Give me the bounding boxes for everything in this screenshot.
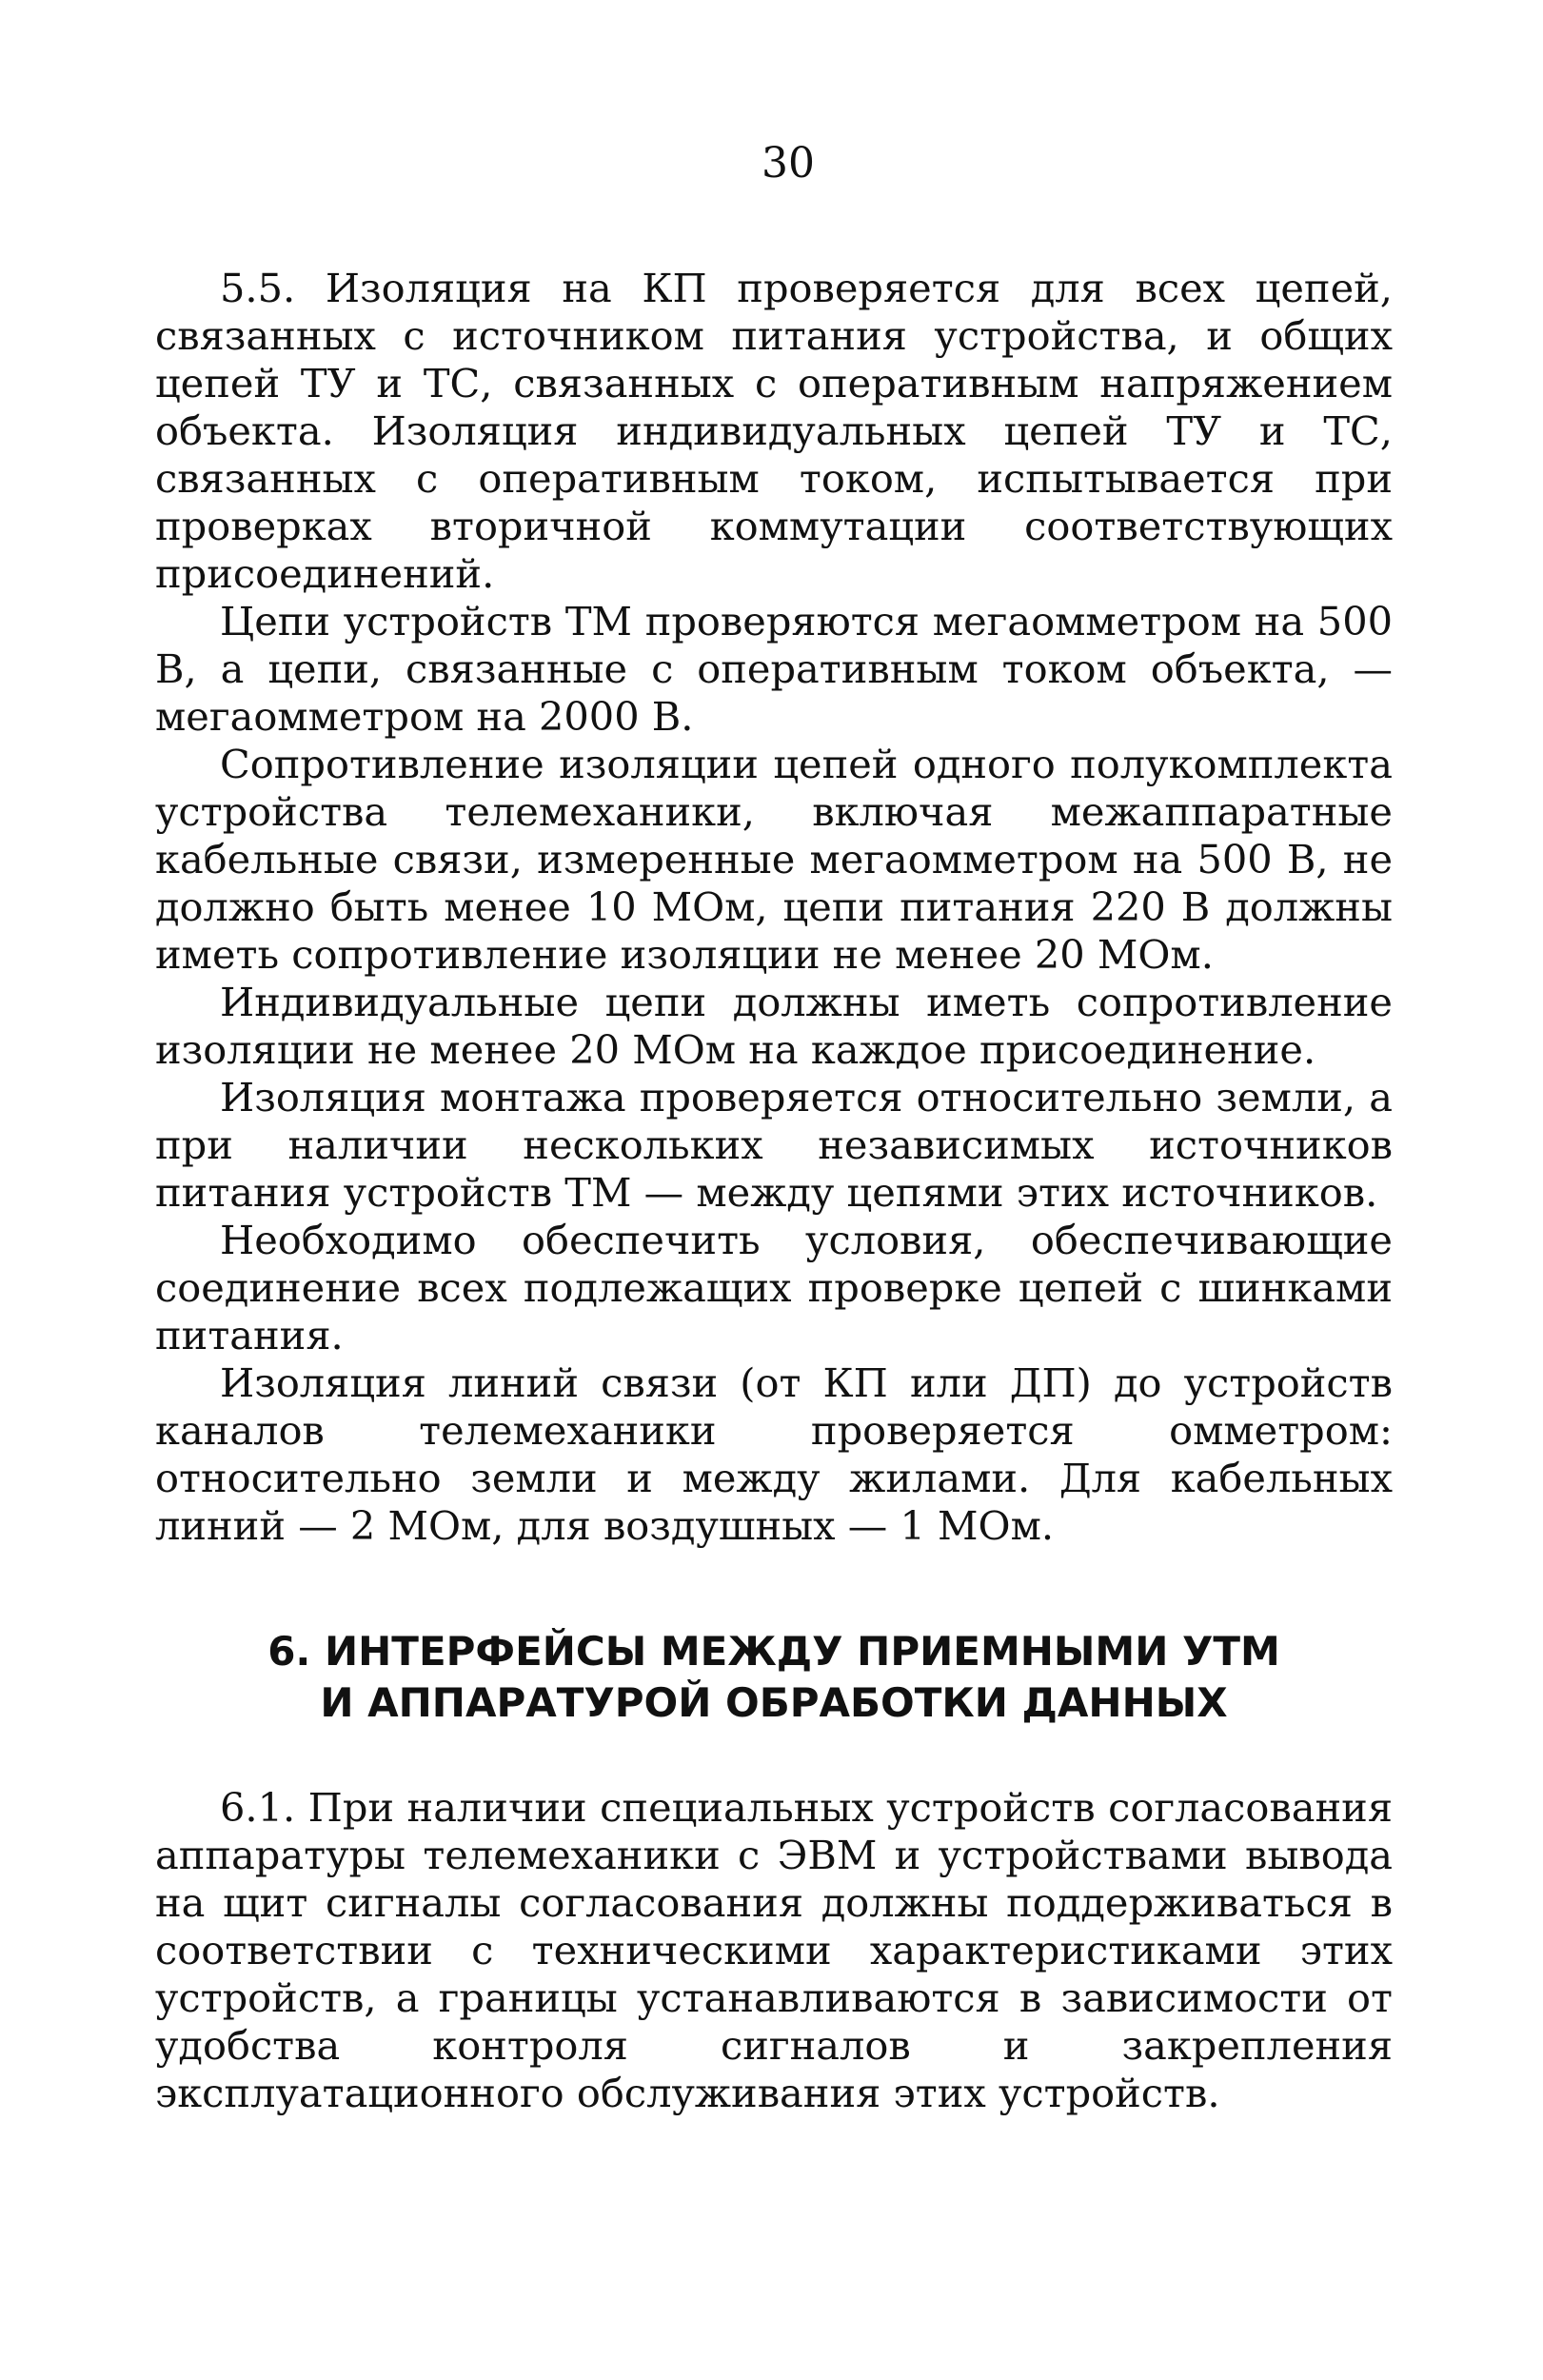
section-5-body (155, 265, 1393, 1550)
document-page (155, 139, 1393, 2117)
paragraph-communication-lines: Изоляция линий связи (от КП или ДП) до устройств каналов телемеханики проверяется омметром: относительно земли и между жилами. Для кабельных линий — 2 МОм, для воздушных — 1 МОм. (155, 1359, 1393, 1549)
paragraph-6-1: 6.1. При наличии специальных устройств согласования аппаратуры телемеханики с ЭВМ и устройствами вывода на щит сигналы согласования должны поддерживаться в соответствии с техническими характеристиками этих устройств, а границы устанавливаются в зависимости от удобства контроля сигналов и закрепления эксплуатационного обслуживания этих устройств. (155, 1784, 1393, 2116)
section-6-heading-line-1: 6. ИНТЕРФЕЙСЫ МЕЖДУ ПРИЕМНЫМИ УТМ (267, 1628, 1280, 1675)
paragraph-5-5: 5.5. Изоляция на КП проверяется для всех цепей, связанных с источником питания устройства, и общих цепей ТУ и ТС, связанных с оперативным напряжением объекта. Изоляция индивидуальных цепей ТУ и ТС, связанных с оперативным током, испытывается при проверках вторичной коммутации соответствующих присоединений. (155, 265, 1393, 597)
paragraph-insulation-resistance: Сопротивление изоляции цепей одного полукомплекта устройства телемеханики, включая межаппаратные кабельные связи, измеренные мегаомметром на 500 В, не должно быть менее 10 МОм, цепи питания 220 В должны иметь сопротивление изоляции не менее 20 МОм. (155, 741, 1393, 978)
section-6-body (155, 1784, 1393, 2117)
paragraph-individual-circuits: Индивидуальные цепи должны иметь сопротивление изоляции не менее 20 МОм на каждое присоединение. (155, 979, 1393, 1073)
section-6-heading-line-2: И АППАРАТУРОЙ ОБРАБОТКИ ДАННЫХ (320, 1679, 1228, 1726)
paragraph-megohmmeter-test: Цепи устройств ТМ проверяются мегаомметром на 500 В, а цепи, связанные с оперативным током объекта, — мегаомметром на 2000 В. (155, 598, 1393, 740)
page-number: 30 (762, 139, 815, 188)
section-6-heading (155, 1626, 1393, 1729)
paragraph-mounting-insulation: Изоляция монтажа проверяется относительно земли, а при наличии нескольких независимых источников питания устройств ТМ — между цепями этих источников. (155, 1074, 1393, 1216)
paragraph-connection-conditions: Необходимо обеспечить условия, обеспечивающие соединение всех подлежащих проверке цепей с шинками питания. (155, 1217, 1393, 1359)
